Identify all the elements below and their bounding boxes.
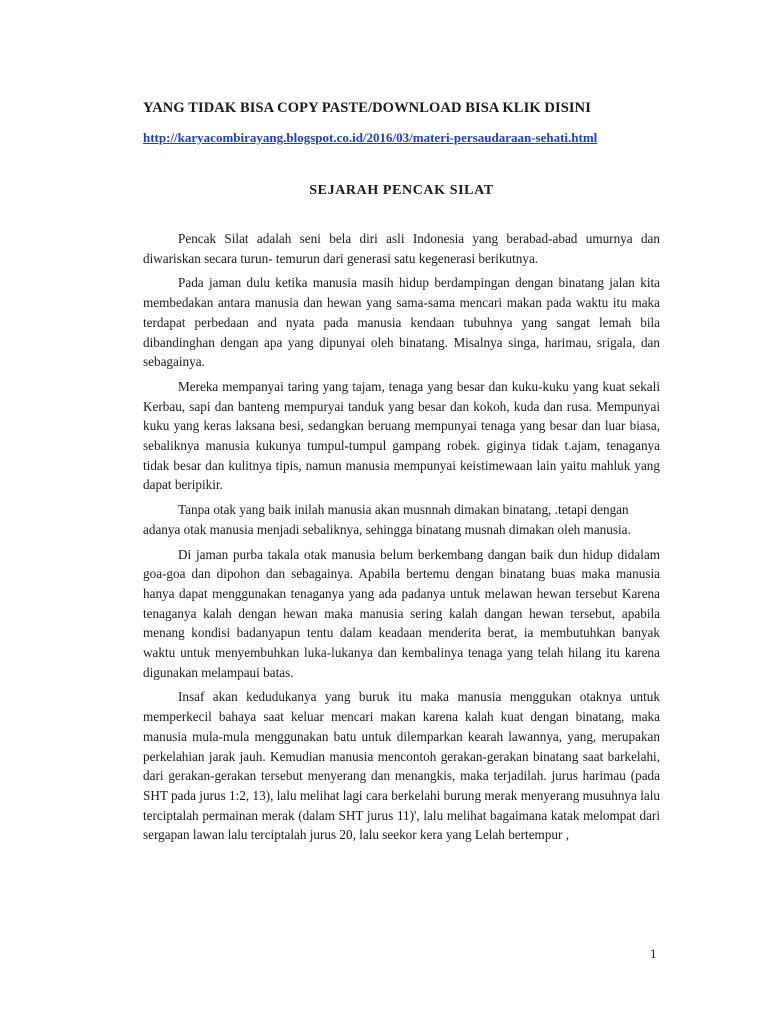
source-link[interactable]: http://karyacombirayang.blogspot.co.id/2016/03/materi-persaudaraan-sehati.html [143,130,598,145]
page-content [143,98,660,850]
body-text [143,229,660,845]
paragraph: Pencak Silat adalah seni bela diri asli Indonesia yang berabad-abad umurnya dan diwariskan secara turun- temurun dari generasi satu kegenerasi berikutnya. [143,231,660,266]
page-number: 1 [650,946,657,961]
paragraph: Mereka mempanyai taring yang tajam, tenaga yang besar dan kuku-kuku yang kuat sekali Kerbau, sapi dan banteng mempuryai tanduk yang besar dan kokoh, kuda dan rusa. Mempunyai kuku yang keras laksana besi, sedangkan beruang mempunyai tenaga yang besar dan luar biasa, sebaliknya manusia kukunya tumpul-tumpul gampang robek. giginya tidak t.ajam, tenaganya tidak besar dan kulitnya tipis, namun manusia mempunyai keistimewaan lain yaitu mahluk yang dapat beripikir. [143,378,660,493]
paragraph: Pada jaman dulu ketika manusia masih hidup berdampingan dengan binatang jalan kita membedakan antara manusia dan hewan yang sama-sama mencari makan pada waktu itu maka terdapat perbedaan and nyata pada manusia kendaan tubuhnya yang sangat lemah bila dibandinghan dengan apa yang dipunyai oleh binatang. Misalnya singa, harimau, srigala, dan sebagainya. [143,275,660,370]
paragraph: Insaf akan kedudukanya yang buruk itu maka manusia menggukan otaknya untuk memperkecil bahaya saat keluar mencari makan karena kalah kuat dengan binatang, maka manusia mula-mula menggunakan batu untuk dilemparkan kearah lawannya, yang, merupakan perkelahian jarak jauh. Kemudian manusia mencontoh gerakan-gerakan binatang saat barkelahi, dari gerakan-gerakan tersebut menyerang dan menangkis, maka terjadilah. jurus harimau (pada SHT pada jurus 1:2, 13), lalu melihat lagi cara berkelahi burung merak menyerang musuhnya lalu terciptalah permainan merak (dalam SHT jurus 11)', lalu melihat bagaimana katak melompat dari sergapan lawan lalu terciptalah jurus 20, lalu seekor kera yang Lelah bertempur , [143,689,660,843]
page-title: SEJARAH PENCAK SILAT [309,183,494,198]
copy-notice-header: YANG TIDAK BISA COPY PASTE/DOWNLOAD BISA KLIK DISINI [143,100,591,116]
paragraph: Tanpa otak yang baik inilah manusia akan musnnah dimakan binatang, .tetapi dengan adanya otak manusia menjadi sebaliknya, sehingga binatang musnah dimakan oleh manusia. [143,502,631,537]
paragraph: Di jaman purba takala otak manusia belum berkembang dangan baik dun hidup didalam goa-goa dan dipohon dan sebagainya. Apabila bertemu dengan binatang buas maka manusia hanya dapat menggunakan tenaganya yang ada padanya untuk melawan hewan tersebut Karena tenaganya kalah dengan hewan maka manusia sering kalah dangan hewan tersebut, apabila menang kondisi badanyapun tentu dalam keadaan menderita berat, ia membutuhkan banyak waktu untuk menyembuhkan luka-lukanya dan kembalinya tenaga yang telah hilang itu karena digunakan melampaui batas. [143,546,660,680]
